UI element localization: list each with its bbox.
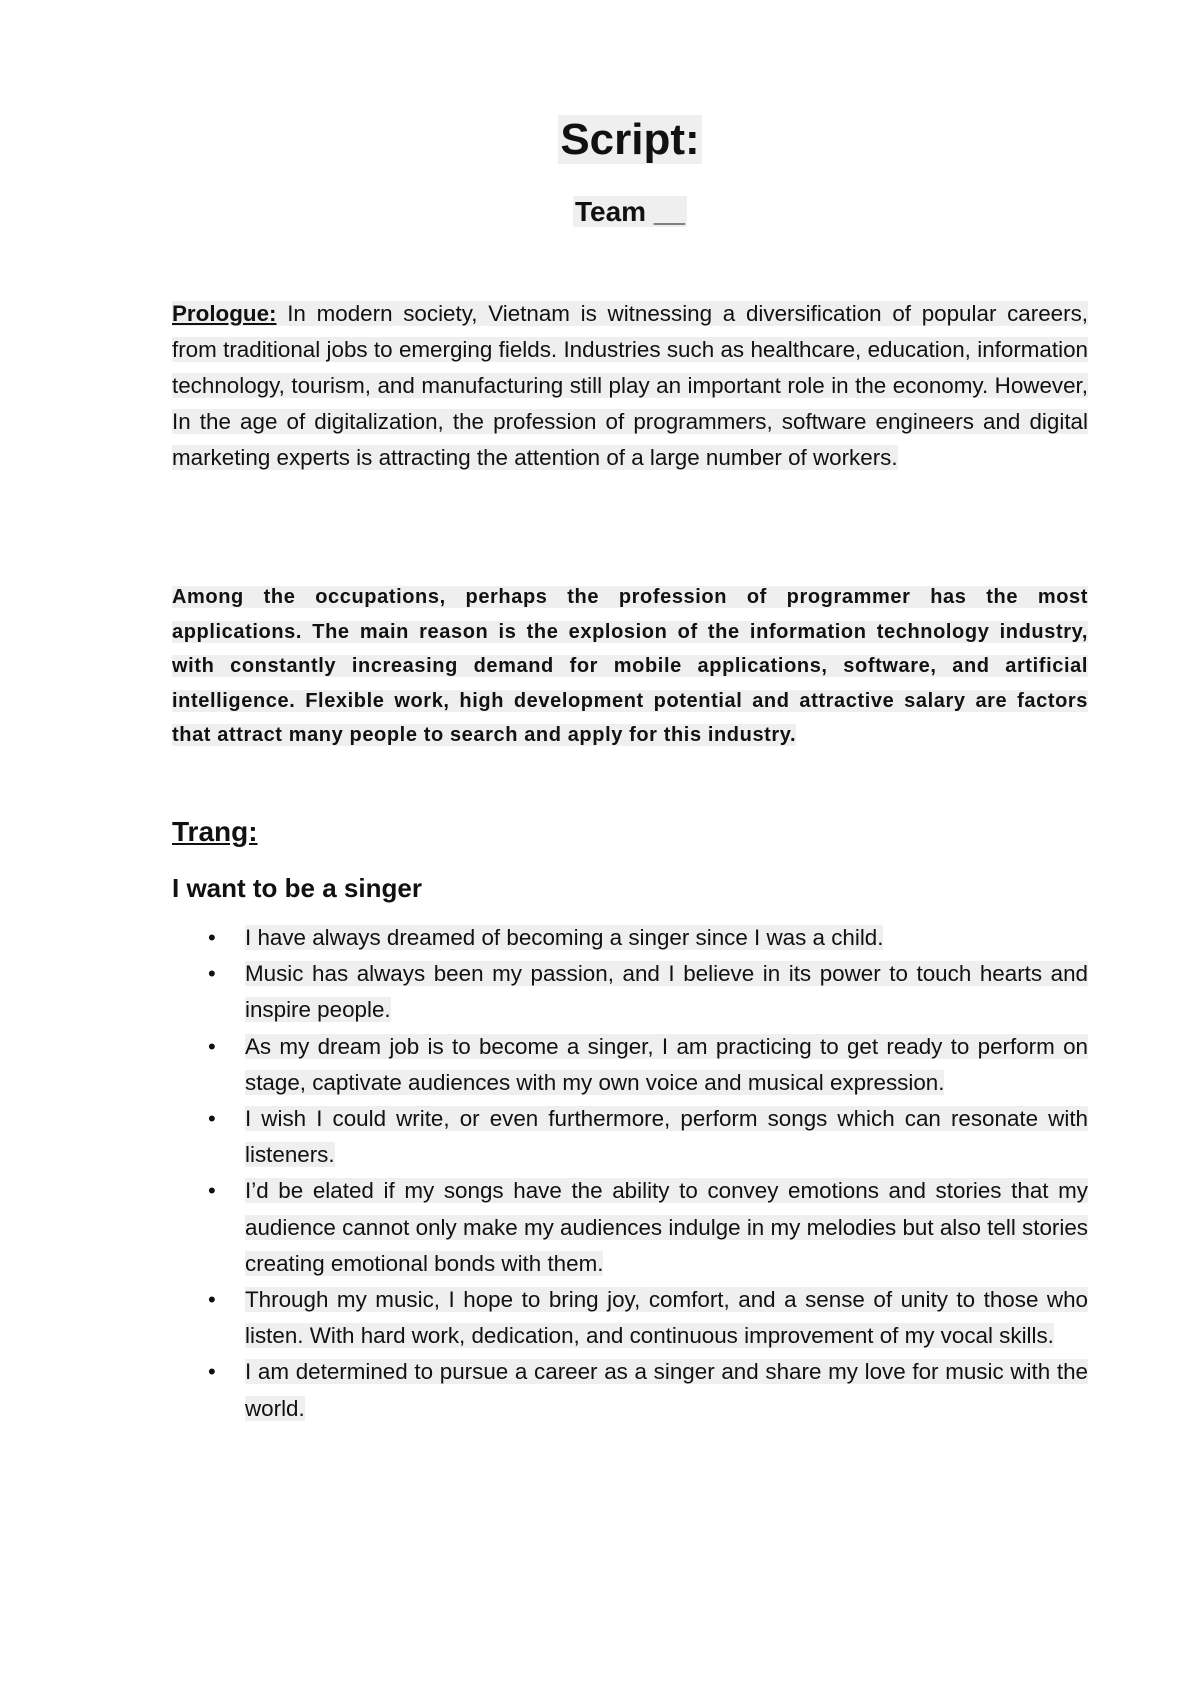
bullet-dot: • — [208, 1178, 216, 1204]
title-block — [172, 112, 1088, 168]
list-item — [172, 1282, 1088, 1354]
list-item-text: Music has always been my passion, and I believe in its power to touch hearts and inspire people. — [245, 961, 1088, 1023]
bullet-dot: • — [208, 1033, 216, 1059]
team-block — [172, 192, 1088, 232]
team-label: Team __ — [575, 196, 685, 227]
bullet-list — [172, 920, 1088, 1427]
prologue-text: In modern society, Vietnam is witnessing a diversification of popular careers, from traditional jobs to emerging fields. Industries such as healthcare, education, information technology, tourism, and manufacturing still play an important role in the economy. However, In the age of digitalization, the profession of programmers, software engineers and digital marketing experts is attracting the attention of a large number of workers. — [172, 301, 1088, 470]
speaker-subheading: I want to be a singer — [172, 873, 422, 903]
bullet-dot: • — [208, 1106, 216, 1132]
list-item-text: I’d be elated if my songs have the ability to convey emotions and stories that my audience cannot only make my audiences indulge in my melodies but also tell stories creating emotional bonds with them. — [245, 1178, 1088, 1276]
list-item — [172, 1101, 1088, 1173]
list-item-text: As my dream job is to become a singer, I am practicing to get ready to perform on stage, captivate audiences with my own voice and musical expression. — [245, 1033, 1088, 1095]
list-item — [172, 1029, 1088, 1101]
list-item — [172, 1354, 1088, 1426]
speaker-name: Trang: — [172, 816, 258, 847]
bullet-dot: • — [208, 1359, 216, 1385]
occupations-text: Among the occupations, perhaps the profession of programmer has the most applications. The main reason is the explosion of the information technology industry, with constantly increasing demand for mobile applications, software, and artificial intelligence. Flexible work, high development potential and attractive salary are factors that attract many people to search and apply for this industry. — [172, 586, 1088, 746]
list-item — [172, 920, 1088, 956]
list-item-text: I am determined to pursue a career as a singer and share my love for music with the world. — [245, 1359, 1088, 1421]
bullet-dot: • — [208, 1287, 216, 1313]
occupations-paragraph — [172, 580, 1088, 753]
list-item-text: Through my music, I hope to bring joy, comfort, and a sense of unity to those who listen. With hard work, dedication, and continuous improvement of my vocal skills. — [245, 1287, 1088, 1349]
prologue-paragraph — [172, 296, 1088, 476]
list-item — [172, 1173, 1088, 1282]
bullet-dot: • — [208, 961, 216, 987]
prologue-label: Prologue: — [172, 301, 277, 326]
list-item — [172, 956, 1088, 1028]
list-item-text: I have always dreamed of becoming a singer since I was a child. — [245, 925, 884, 950]
document-title: Script: — [560, 115, 700, 164]
bullet-dot: • — [208, 925, 216, 950]
list-item-text: I wish I could write, or even furthermore, perform songs which can resonate with listeners. — [245, 1106, 1088, 1168]
